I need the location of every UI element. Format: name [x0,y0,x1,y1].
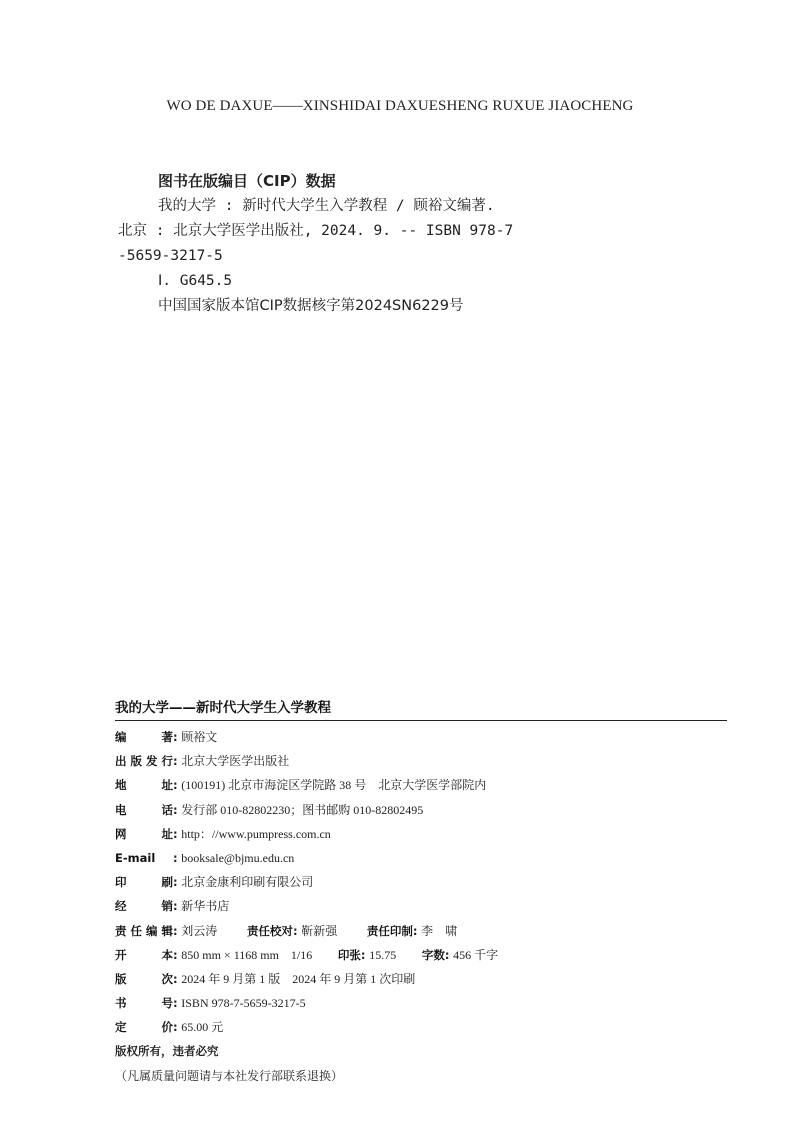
cip-line: 中国国家版本馆CIP数据核字第2024SN6229号 [158,298,464,314]
author-value: 顾裕文 [181,730,218,744]
sheets-value: 15.75 [369,947,397,962]
address-value: (100191) 北京市海淀区学院路 38 号 北京大学医学部院内 [181,778,487,793]
colophon-divider [115,720,727,721]
editors-row: 责任编辑: 刘云涛 责任校对: 靳新强 责任印制: 李 啸 [115,919,727,943]
printer-label: 印刷 [115,875,173,890]
printer-value: 北京金康利印刷有限公司 [181,875,314,890]
website-value: http：//www.pumpress.com.cn [181,826,331,841]
rights-statement: 版权所有，违者必究 [115,1044,219,1059]
distributor-row: 经销: 新华书店 [115,894,727,918]
proofreader-value: 靳新强 [301,923,338,938]
isbn-label: 书号 [115,996,173,1011]
price-row: 定价: 65.00 元 [115,1015,727,1039]
publisher-label: 出版发行 [115,754,173,769]
author-row: 编著: 顾裕文 [115,725,727,749]
website-row: 网址: http：//www.pumpress.com.cn [115,822,727,846]
edition-row: 版次: 2024 年 9 月第 1 版 2024 年 9 月第 1 次印刷 [115,967,727,991]
running-title: WO DE DAXUE——XINSHIDAI DAXUESHENG RUXUE JIAOCHENG [166,98,634,114]
proofreader-label: 责任校对 [246,923,293,938]
phone-row: 电话: 发行部 010-82802230；图书邮购 010-82802495 [115,798,727,822]
print-supervisor-label: 责任印制 [366,923,413,938]
email-label: E-mail [115,850,156,865]
words-label: 字数 [421,947,445,962]
cip-line: -5659-3217-5 [118,248,223,264]
print-supervisor-value: 李 啸 [421,923,458,938]
distributor-value: 新华书店 [181,899,230,914]
publisher-value: 北京大学医学出版社 [181,754,290,769]
edition-value: 2024 年 9 月第 1 版 2024 年 9 月第 1 次印刷 [181,971,416,986]
author-label: 编著 [115,730,173,744]
colophon-book-title: 我的大学——新时代大学生入学教程 [115,700,331,716]
email-value: booksale@bjmu.edu.cn [181,850,295,865]
format-label: 开本 [115,947,173,962]
cip-block [118,168,678,319]
isbn-row: 书号: ISBN 978-7-5659-3217-5 [115,991,727,1015]
cip-line: Ⅰ. G645.5 [158,273,233,289]
cip-line: 我的大学 : 新时代大学生入学教程 / 顾裕文编著. [158,198,495,214]
publisher-row: 出版发行: 北京大学医学出版社 [115,749,727,773]
sheets-label: 印张 [337,947,361,962]
website-label: 网址 [115,826,173,841]
address-row: 地址: (100191) 北京市海淀区学院路 38 号 北京大学医学部院内 [115,773,727,797]
phone-value: 发行部 010-82802230；图书邮购 010-82802495 [181,802,424,817]
edition-label: 版次 [115,971,173,986]
quality-notice: （凡属质量问题请与本社发行部联系退换） [115,1068,344,1083]
price-label: 定价 [115,1020,173,1035]
distributor-label: 经销 [115,899,173,914]
address-label: 地址 [115,778,173,793]
email-row: E-mail : booksale@bjmu.edu.cn [115,846,727,870]
words-value: 456 千字 [453,947,499,962]
cip-heading: 图书在版编目（CIP）数据 [158,172,336,190]
phone-label: 电话 [115,802,173,817]
cip-line: 北京 : 北京大学医学出版社, 2024. 9. -- ISBN 978-7 [118,223,514,239]
editor-value: 刘云涛 [181,923,218,938]
price-value: 65.00 元 [181,1020,224,1035]
format-value: 850 mm × 1168 mm 1/16 [181,947,313,962]
isbn-value: ISBN 978-7-5659-3217-5 [181,996,306,1011]
printer-row: 印刷: 北京金康利印刷有限公司 [115,870,727,894]
format-row: 开本: 850 mm × 1168 mm 1/16 印张: 15.75 字数: 456 千字 [115,943,727,967]
colophon [115,698,727,1088]
editor-label: 责任编辑 [115,923,173,938]
